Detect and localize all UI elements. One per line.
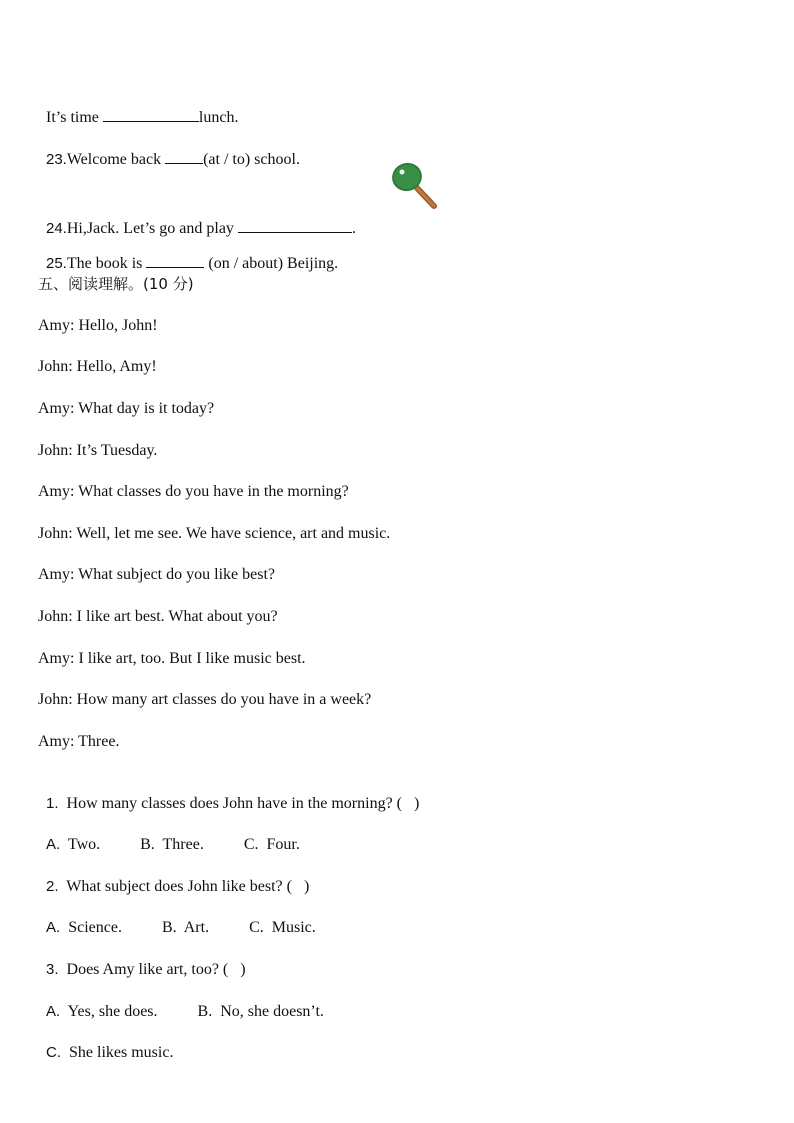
question-number: 24. [46, 220, 67, 237]
option-a[interactable] [46, 1003, 158, 1020]
question-3-options [38, 982, 324, 1022]
option-label: A. [46, 836, 61, 853]
question-22-text-end: lunch. [198, 109, 239, 126]
question-22-text: It’s time [46, 109, 103, 126]
option-label: C. [249, 919, 264, 936]
question-2 [38, 857, 309, 897]
question-text: Does Amy like art, too? ( ) [66, 961, 246, 978]
question-2-options [38, 898, 316, 938]
question-text: How many classes does John have in the morning? ( ) [66, 795, 420, 812]
question-number: 25. [46, 255, 67, 272]
answer-blank[interactable] [165, 149, 203, 164]
dialogue-line: Amy: I like art, too. But I like music best. [38, 650, 306, 667]
question-25-text-end: (on / about) Beijing. [204, 255, 339, 272]
option-label: A. [46, 919, 61, 936]
option-label: C. [46, 1044, 61, 1061]
question-24-text-end: . [351, 220, 356, 237]
answer-blank[interactable] [103, 107, 199, 122]
question-3 [38, 940, 246, 980]
question-23-text: Welcome back [66, 151, 166, 168]
option-text: Two. [67, 836, 101, 853]
option-label: B. [197, 1003, 213, 1020]
question-25-text: The book is [66, 255, 147, 272]
dialogue-line: Amy: What classes do you have in the morning? [38, 483, 349, 500]
question-23-text-end: (at / to) school. [203, 151, 300, 168]
question-24-text: Hi,Jack. Let’s go and play [66, 220, 238, 237]
option-text: Four. [266, 836, 300, 853]
dialogue-line: John: How many art classes do you have in a week? [38, 691, 372, 708]
question-number: 1. [46, 795, 59, 812]
option-text: No, she doesn’t. [220, 1003, 324, 1020]
section-title: 五、阅读理解。(10 分) [38, 275, 194, 293]
question-22 [38, 87, 238, 128]
question-1-options [38, 815, 300, 855]
option-text: Science. [68, 919, 122, 936]
option-c[interactable] [249, 919, 316, 936]
dialogue-line: Amy: Hello, John! [38, 317, 158, 334]
option-text: She likes music. [69, 1044, 174, 1061]
answer-blank[interactable] [238, 218, 352, 233]
question-1 [38, 774, 419, 814]
option-label: B. [161, 919, 177, 936]
dialogue-line: Amy: What day is it today? [38, 400, 215, 417]
option-b[interactable] [198, 1003, 324, 1020]
dialogue-line: Amy: Three. [38, 733, 120, 750]
dialogue-line: John: It’s Tuesday. [38, 442, 158, 459]
question-number: 3. [46, 961, 59, 978]
option-text: Art. [183, 919, 210, 936]
option-a[interactable] [46, 836, 100, 853]
option-label: C. [243, 836, 259, 853]
question-3-option-c-row [38, 1023, 173, 1063]
option-label: A. [46, 1003, 61, 1020]
option-c[interactable] [244, 836, 300, 853]
question-23 [38, 129, 300, 170]
option-label: B. [140, 836, 155, 853]
option-text: Yes, she does. [67, 1003, 158, 1020]
question-number: 23. [46, 151, 67, 168]
option-c[interactable] [46, 1044, 173, 1061]
question-text: What subject does John like best? ( ) [66, 878, 310, 895]
option-b[interactable] [140, 836, 204, 853]
question-number: 2. [46, 878, 59, 895]
ping-pong-paddle-icon [390, 160, 440, 210]
dialogue-line: John: Hello, Amy! [38, 358, 157, 375]
option-a[interactable] [46, 919, 122, 936]
answer-blank[interactable] [146, 253, 204, 268]
option-text: Three. [162, 836, 204, 853]
dialogue-line: John: Well, let me see. We have science, art and music. [38, 525, 391, 542]
dialogue-line: John: I like art best. What about you? [38, 608, 278, 625]
option-text: Music. [271, 919, 316, 936]
dialogue-line: Amy: What subject do you like best? [38, 566, 275, 583]
question-25 [38, 233, 338, 274]
option-b[interactable] [162, 919, 209, 936]
